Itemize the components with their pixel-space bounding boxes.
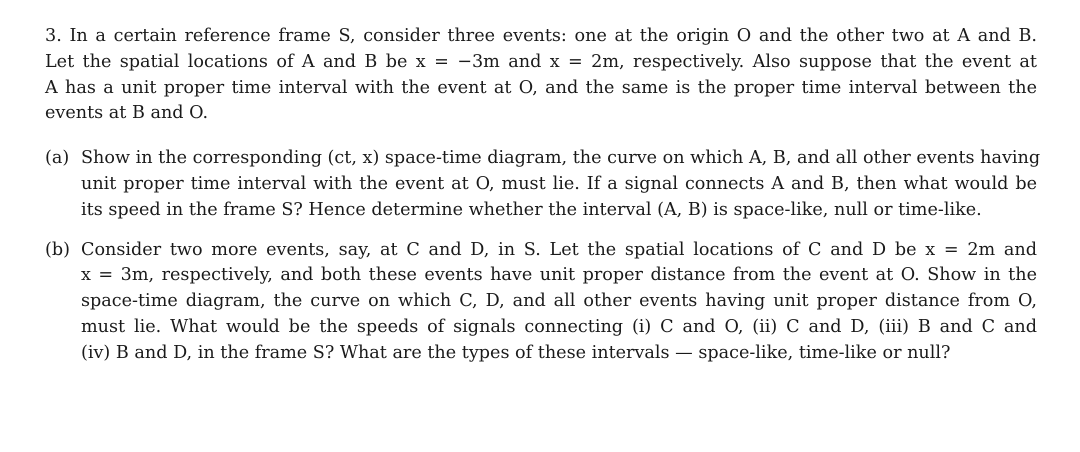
part-b-text: Consider two more events, say, at C and D, in S. Let the spatial locations of C and D be x = 2m and — [81, 239, 1037, 260]
part-a-line: unit proper time interval with the event at O, must lie. If a signal connects A and B, then what would be — [81, 173, 1037, 194]
part-b — [45, 238, 1037, 367]
part-b-line: space-time diagram, the curve on which C, D, and all other events having unit proper distance from O, — [81, 291, 1037, 312]
part-a-first-line — [45, 146, 1041, 172]
part-a — [45, 146, 1041, 223]
problem-statement — [45, 24, 1037, 127]
problem-line: events at B and O. — [45, 103, 209, 124]
part-b-line: (iv) B and D, in the frame S? What are the types of these intervals — space-like, time-like or null? — [81, 342, 951, 363]
problem-page — [45, 24, 1041, 381]
part-b-label: (b) — [45, 239, 70, 260]
part-b-first-line — [45, 238, 1037, 264]
problem-line: 3. In a certain reference frame S, consider three events: one at the origin O and the other two at A and B. — [45, 26, 1037, 46]
part-b-line: must lie. What would be the speeds of signals connecting (i) C and O, (ii) C and D, (iii) B and C and — [81, 316, 1037, 337]
part-b-line: x = 3m, respectively, and both these events have unit proper distance from the event at O. Show in the — [81, 265, 1037, 286]
problem-line: Let the spatial locations of A and B be x = −3m and x = 2m, respectively. Also suppose that the event at — [45, 51, 1037, 72]
part-a-label: (a) — [45, 148, 70, 169]
problem-line: A has a unit proper time interval with the event at O, and the same is the proper time interval between the — [45, 77, 1037, 98]
part-a-line: its speed in the frame S? Hence determine whether the interval (A, B) is space-like, null or time-like. — [81, 199, 982, 220]
part-a-text: Show in the corresponding (ct, x) space-time diagram, the curve on which A, B, and all other events having — [81, 148, 1041, 169]
